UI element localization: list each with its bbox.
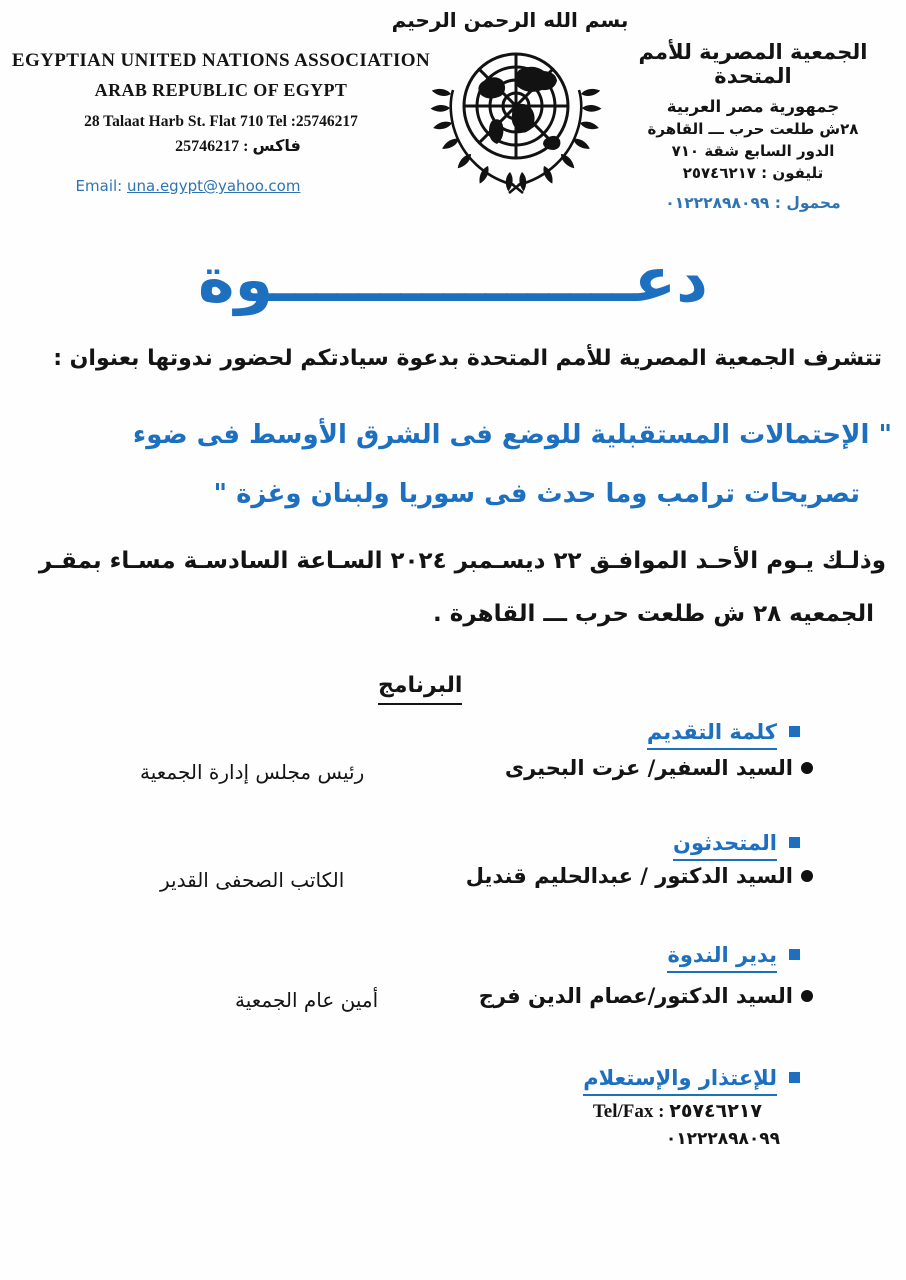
header-english-block: [0, 50, 442, 195]
mobile-arabic: محمول : ٠١٢٢٢٨٩٨٠٩٩: [665, 194, 841, 212]
address-arabic-line2: الدور السابع شقة ٧١٠: [671, 142, 835, 160]
program-section-heading-2: [673, 831, 800, 861]
program-speaker-row: [479, 984, 813, 1008]
speaker-name: السيد السفير/ عزت البحيرى: [504, 756, 793, 780]
venue-line2: الجمعيه ٢٨ ش طلعت حرب ـــ القاهرة .: [433, 601, 874, 627]
bismillah-text: بسم الله الرحمن الرحيم: [391, 8, 629, 32]
section-heading-label: للإعتذار والإستعلام: [583, 1066, 777, 1096]
datetime-line1: وذلـك يـوم الأحـد الموافـق ٢٢ ديسـمبر ٢٠٢٤ السـاعة السادسـة مسـاء بمقـر: [38, 548, 886, 574]
org-name-english: EGYPTIAN UNITED NATIONS ASSOCIATION: [11, 50, 431, 71]
dot-bullet-icon: [801, 990, 813, 1002]
fax-line: فاكس : 25746217: [175, 138, 301, 155]
email-label: Email:: [75, 177, 127, 195]
program-speaker-row: [466, 864, 813, 888]
speaker-role: الكاتب الصحفى القدير: [160, 868, 345, 892]
program-section-heading-1: [647, 720, 800, 750]
country-english: ARAB REPUBLIC OF EGYPT: [94, 80, 348, 100]
program-speaker-row: [505, 756, 813, 780]
blue-square-bullet-icon: [789, 1072, 800, 1083]
speaker-name: السيد الدكتور/عصام الدين فرج: [478, 984, 793, 1008]
section-heading-label: المتحدثون: [673, 831, 777, 861]
telfax-label: Tel/Fax :: [592, 1101, 670, 1122]
email-line: [0, 177, 442, 195]
blue-square-bullet-icon: [789, 949, 800, 960]
section-heading-label: كلمة التقديم: [647, 720, 777, 750]
speaker-role: أمين عام الجمعية: [235, 988, 379, 1012]
invitation-title: دعـــــــــــــــــوة: [198, 243, 708, 316]
blue-square-bullet-icon: [789, 837, 800, 848]
speaker-name: السيد الدكتور / عبدالحليم قنديل: [465, 864, 793, 888]
dot-bullet-icon: [801, 762, 813, 774]
speaker-role: رئيس مجلس إدارة الجمعية: [140, 760, 365, 784]
un-emblem-icon: [430, 44, 602, 196]
address-arabic-line1: ٢٨ش طلعت حرب ـــ القاهرة: [647, 120, 859, 138]
dot-bullet-icon: [801, 870, 813, 882]
telfax-line: [593, 1100, 762, 1123]
address-tel-english: 28 Talaat Harb St. Flat 710 Tel :25746217: [84, 113, 358, 130]
program-title: البرنامج: [378, 673, 462, 705]
blue-square-bullet-icon: [789, 726, 800, 737]
contact-mobile-number: ٠١٢٢٢٨٩٨٠٩٩: [665, 1129, 780, 1149]
telephone-arabic: تليفون : ٢٥٧٤٦٢١٧: [682, 164, 824, 182]
seminar-topic-line1: " الإحتمالات المستقبلية للوضع فى الشرق الأوسط فى ضوء: [132, 420, 892, 450]
email-link[interactable]: una.egypt@yahoo.com: [126, 177, 301, 195]
org-name-arabic: الجمعية المصرية للأمم المتحدة: [638, 40, 868, 88]
seminar-topic-line2: تصريحات ترامب وما حدث فى سوريا ولبنان وغزة ": [213, 479, 860, 509]
header-arabic-block: [602, 40, 904, 212]
telfax-number: ٢٥٧٤٦٢١٧: [669, 1100, 762, 1122]
program-section-heading-3: [667, 943, 800, 973]
country-arabic: جمهورية مصر العربية: [666, 97, 840, 116]
section-heading-label: يدير الندوة: [667, 943, 777, 973]
intro-line: تتشرف الجمعية المصرية للأمم المتحدة بدعوة سيادتكم لحضور ندوتها بعنوان :: [53, 346, 882, 371]
contact-section-heading: [583, 1066, 800, 1096]
